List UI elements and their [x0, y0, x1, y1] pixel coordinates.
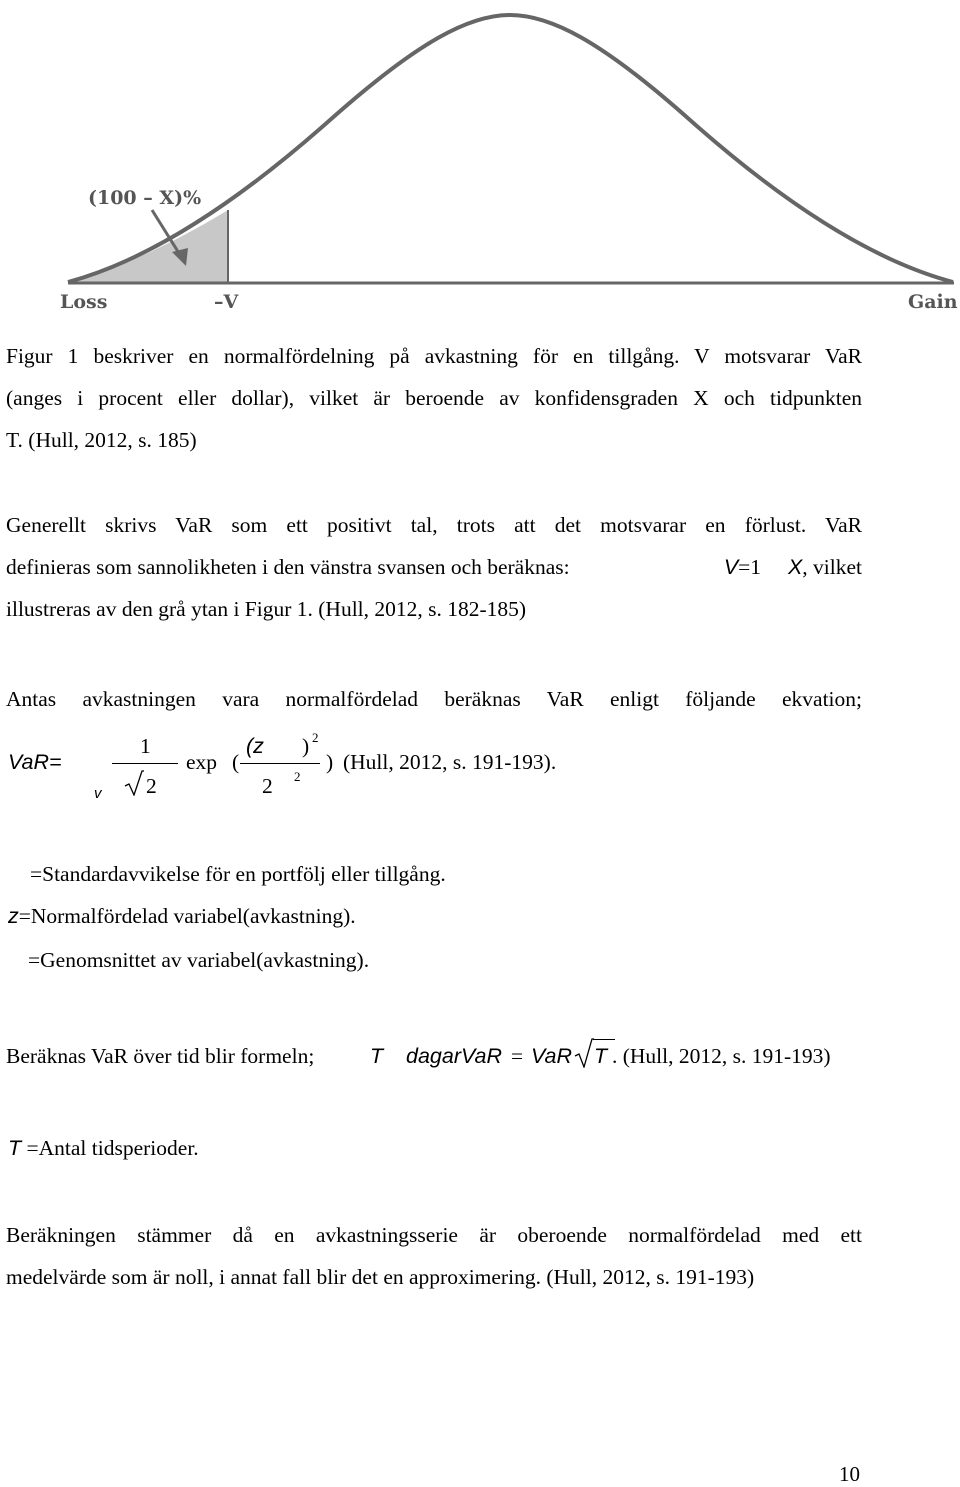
page-number: 10	[839, 1462, 860, 1486]
final-line-1: Beräkningen stämmer då en avkastningsserie är oberoende normalfördelad med ett	[6, 1223, 862, 1247]
tail-label: (100 – X)%	[88, 187, 202, 209]
time-formula-text: Beräknas VaR över tid blir formeln;	[6, 1044, 315, 1068]
def-mu: =Genomsnittet av variabel(avkastning).	[28, 948, 370, 972]
general-line-2-text: definieras som sannolikheten i den vänstra svansen och beräknas:	[6, 555, 570, 579]
figure-description	[6, 335, 862, 461]
general-line-1: Generellt skrivs VaR som ett positivt tal, trots att det motsvarar en förlust. VaR	[6, 513, 862, 537]
eq-fraction-line	[112, 763, 178, 764]
t-def-var: T	[8, 1136, 22, 1160]
eq-sub-2: 2	[294, 769, 301, 784]
eq-reference: (Hull, 2012, s. 191-193).	[343, 750, 557, 774]
var-definition-formula	[724, 546, 862, 588]
fig-desc-line-1: Figur 1 beskriver en normalfördelning på avkastning för en tillgång. V motsvarar VaR	[6, 344, 862, 368]
final-paragraph	[6, 1214, 862, 1298]
tf-t: T	[370, 1044, 384, 1068]
minus-v-label: –V	[214, 291, 239, 313]
eq-denominator-two: 2	[146, 774, 157, 798]
final-line-2: medelvärde som är noll, i annat fall blir det en approximering. (Hull, 2012, s. 191-193)	[6, 1265, 755, 1289]
eq-z-open: (z	[246, 734, 264, 758]
eq-inner-fraction-line	[240, 763, 320, 764]
general-line-3: illustreras av den grå ytan i Figur 1. (Hull, 2012, s. 182-185)	[6, 597, 527, 621]
general-line-2-tail: , vilket	[802, 555, 862, 579]
sqrt-icon	[124, 770, 144, 796]
tf-var: VaR	[531, 1044, 573, 1068]
tf-sqrt-bar	[593, 1039, 615, 1040]
antas-paragraph	[6, 678, 862, 720]
shaded-tail-area	[68, 210, 228, 282]
fig-desc-line-2: (anges i procent eller dollar), vilket är beroende av konfidensgraden X och tidpunkten	[6, 386, 862, 410]
eq-z-close: )	[302, 734, 310, 758]
def-sigma: =Standardavvikelse för en portfölj eller tillgång.	[30, 862, 446, 886]
def-z	[8, 906, 356, 928]
eq-numerator-one: 1	[140, 734, 151, 758]
tf-eq: =	[511, 1044, 524, 1068]
general-paragraph	[6, 504, 862, 630]
eq-sigma-v: v	[94, 785, 102, 802]
normal-distribution-figure	[0, 0, 960, 320]
tf-dagar-var: dagarVaR	[406, 1044, 503, 1068]
def-z-var: z	[8, 904, 19, 928]
eq-exp: exp	[186, 750, 218, 774]
eq-lparen: (	[232, 750, 240, 774]
formula-v: V	[723, 555, 739, 579]
eq-rparen: )	[326, 750, 334, 774]
eq-inner-denominator-two: 2	[262, 774, 273, 798]
formula-x: X	[787, 555, 803, 579]
tf-reference: . (Hull, 2012, s. 191-193)	[612, 1044, 831, 1068]
def-z-text: =Normalfördelad variabel(avkastning).	[18, 904, 356, 928]
antas-line-1: Antas avkastningen vara normalfördelad beräknas VaR enligt följande ekvation;	[6, 687, 862, 711]
general-line-2	[6, 546, 862, 588]
gain-label: Gain	[908, 291, 958, 313]
eq-var: VaR=	[8, 750, 62, 774]
loss-label: Loss	[60, 291, 108, 313]
sqrt-icon	[574, 1038, 594, 1068]
formula-eq-one: =1	[738, 555, 762, 579]
fig-desc-line-3: T. (Hull, 2012, s. 185)	[6, 428, 197, 452]
eq-sup-2: 2	[312, 730, 319, 745]
t-def-text: =Antal tidsperioder.	[26, 1136, 199, 1160]
tf-t2: T	[594, 1044, 608, 1068]
